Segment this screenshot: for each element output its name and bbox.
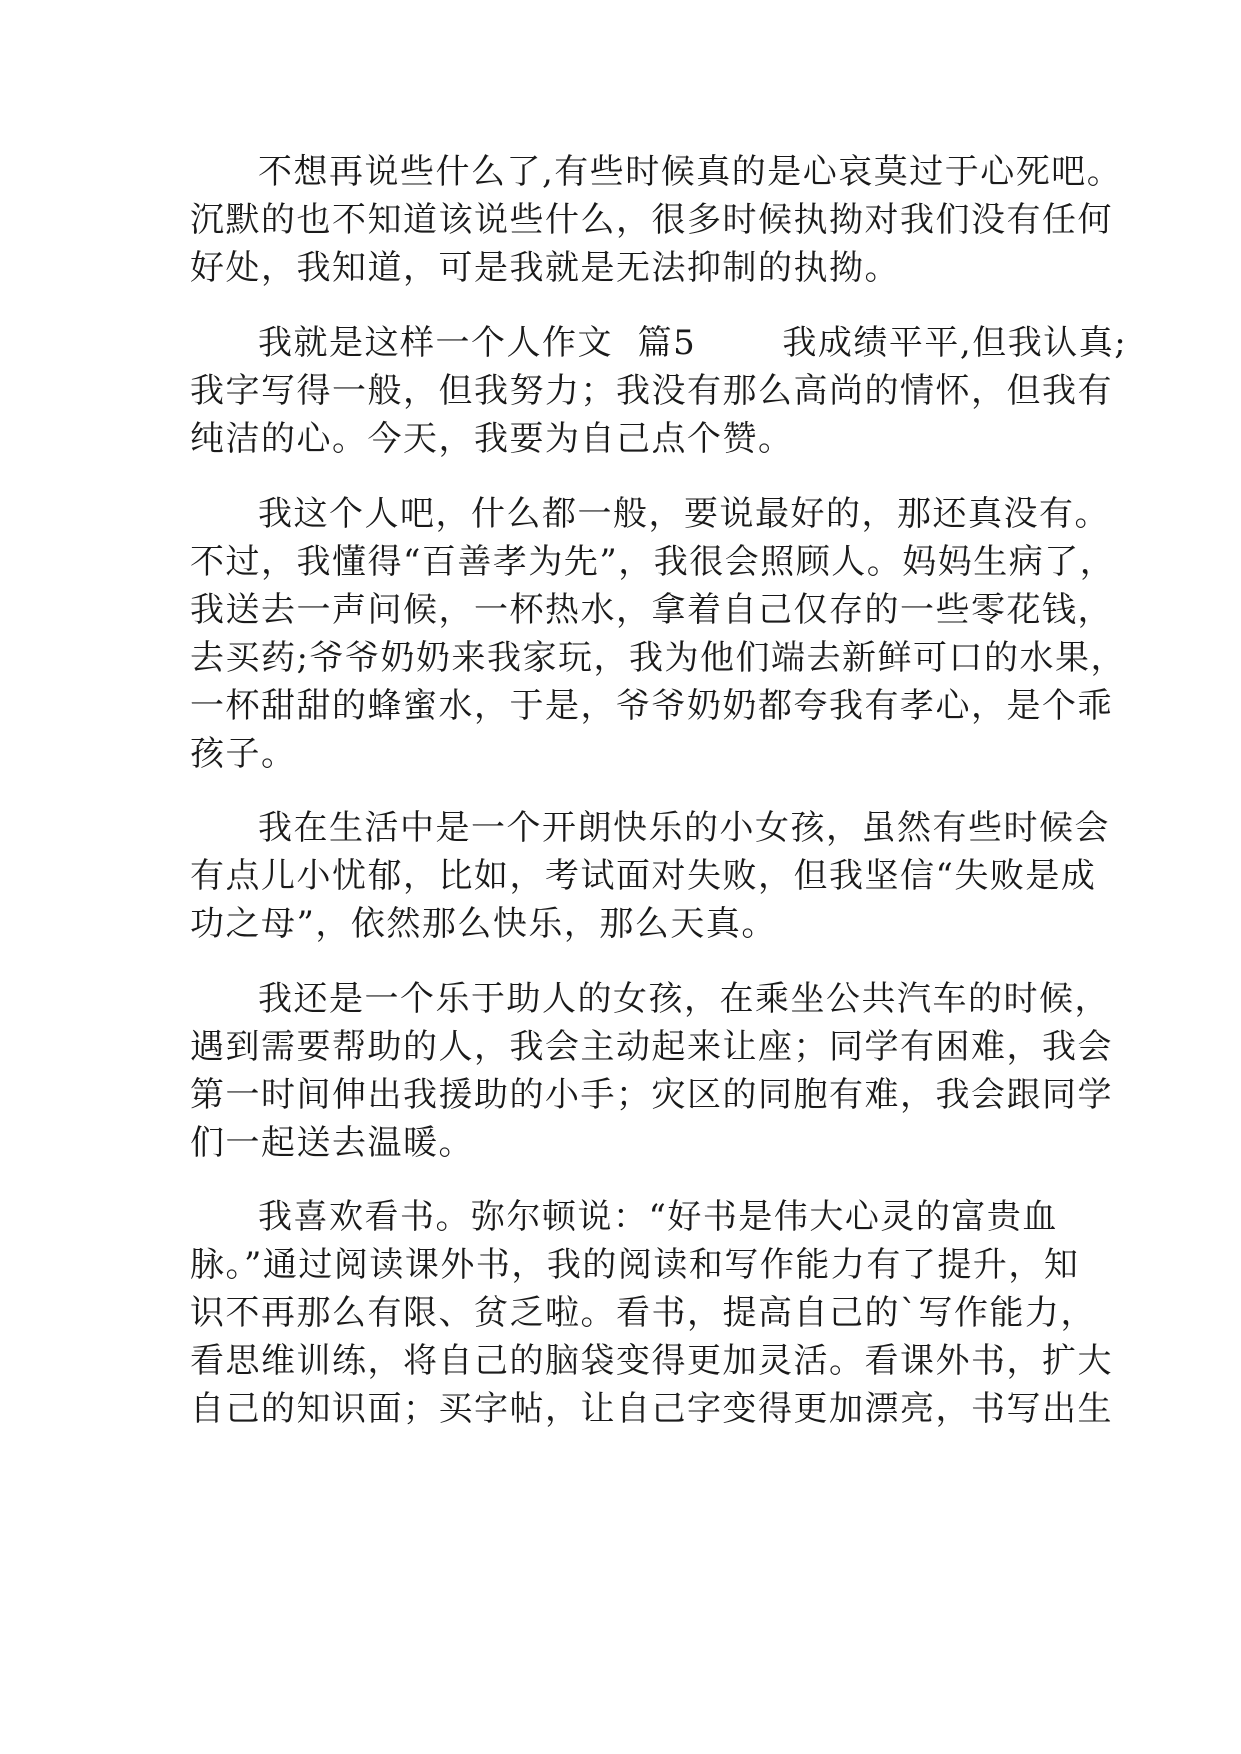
text-line: 看思维训练，将自己的脑袋变得更加灵活。看课外书，扩大 bbox=[190, 1341, 1113, 1381]
text-line: 脉。”通过阅读课外书，我的阅读和写作能力有了提升，知 bbox=[190, 1245, 1080, 1285]
text-line: 我还是一个乐于助人的女孩，在乘坐公共汽车的时候， bbox=[258, 979, 1110, 1019]
text-line: 我字写得一般，但我努力；我没有那么高尚的情怀，但我有 bbox=[190, 371, 1113, 411]
text-line: 我这个人吧，什么都一般，要说最好的，那还真没有。 bbox=[258, 494, 1110, 534]
text-line: 我就是这样一个人作文 篇5 我成绩平平,但我认真; bbox=[258, 323, 1128, 363]
text-line: 不过，我懂得“百善孝为先”，我很会照顾人。妈妈生病了， bbox=[190, 542, 1116, 582]
text-line: 一杯甜甜的蜂蜜水，于是，爷爷奶奶都夸我有孝心，是个乖 bbox=[190, 686, 1113, 726]
text-line: 去买药;爷爷奶奶来我家玩，我为他们端去新鲜可口的水果， bbox=[190, 638, 1126, 678]
text-line: 我喜欢看书。弥尔顿说：“好书是伟大心灵的富贵血 bbox=[258, 1197, 1058, 1237]
text-line: 第一时间伸出我援助的小手；灾区的同胞有难，我会跟同学 bbox=[190, 1075, 1113, 1115]
text-line: 有点儿小忧郁，比如，考试面对失败，但我坚信“失败是成 bbox=[190, 856, 1097, 896]
text-line: 功之母”，依然那么快乐，那么天真。 bbox=[190, 904, 777, 944]
text-line: 遇到需要帮助的人，我会主动起来让座；同学有困难，我会 bbox=[190, 1027, 1113, 1067]
text-line: 沉默的也不知道该说些什么，很多时候执拗对我们没有任何 bbox=[190, 200, 1113, 240]
text-line: 不想再说些什么了,有些时候真的是心哀莫过于心死吧。 bbox=[258, 152, 1123, 192]
text-line: 好处，我知道，可是我就是无法抑制的执拗。 bbox=[190, 248, 900, 288]
text-line: 自己的知识面；买字帖，让自己字变得更加漂亮，书写出生 bbox=[190, 1389, 1113, 1429]
text-line: 们一起送去温暖。 bbox=[190, 1123, 474, 1163]
text-line: 识不再那么有限、贫乏啦。看书，提高自己的`写作能力， bbox=[190, 1293, 1096, 1333]
text-line: 我送去一声问候，一杯热水，拿着自己仅存的一些零花钱， bbox=[190, 590, 1113, 630]
text-line: 孩子。 bbox=[190, 734, 297, 774]
text-line: 我在生活中是一个开朗快乐的小女孩，虽然有些时候会 bbox=[258, 808, 1110, 848]
text-line: 纯洁的心。今天，我要为自己点个赞。 bbox=[190, 419, 794, 459]
